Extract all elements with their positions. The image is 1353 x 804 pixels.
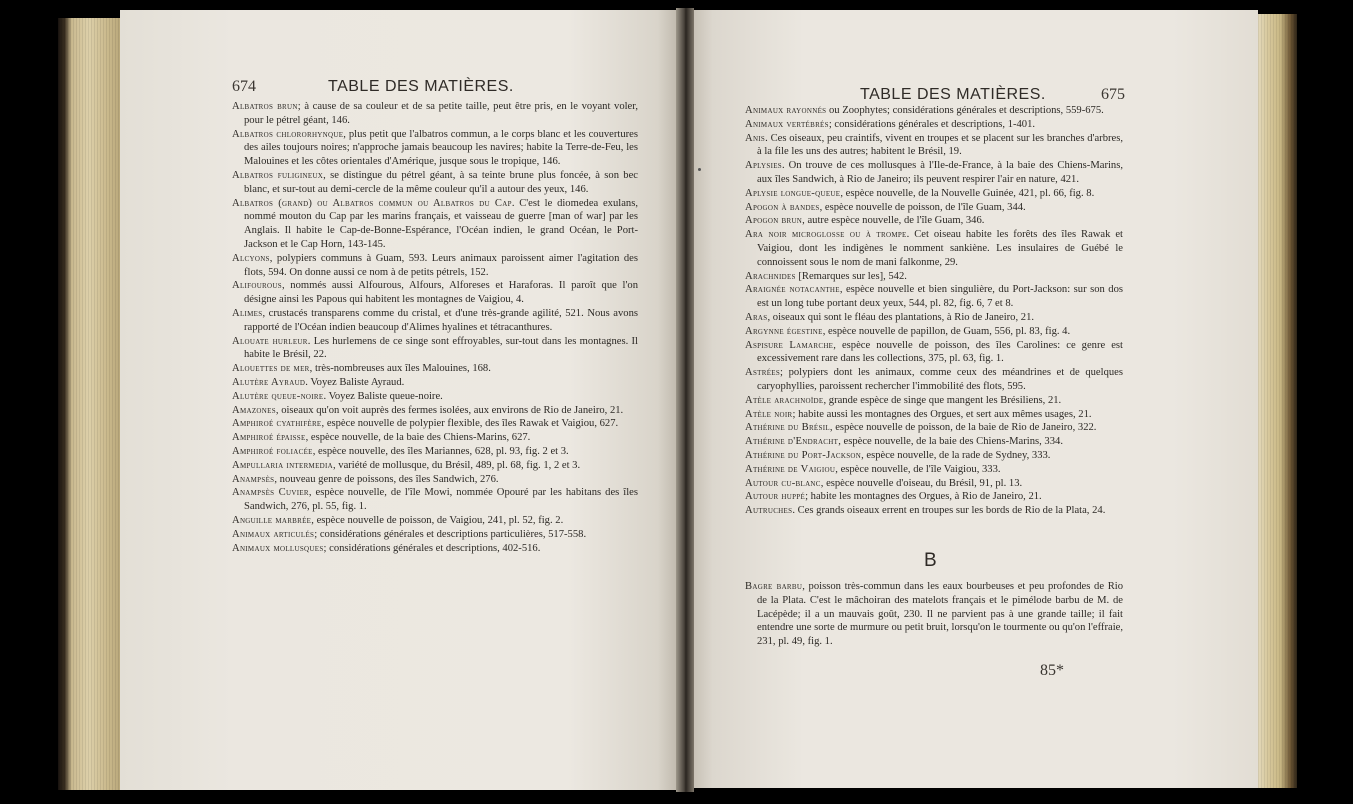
index-entry-text: , variété de mollusque, du Brésil, 489, pl. 68, fig. 1, 2 et 3. xyxy=(332,459,581,471)
left-running-head: TABLE DES MATIÈRES. xyxy=(328,78,514,95)
index-entry-head: Animaux mollusques xyxy=(232,542,324,554)
index-entry-text: ; habite aussi les montagnes des Orgues, et sert aux mêmes usages, 21. xyxy=(792,408,1092,420)
book-gutter xyxy=(676,8,694,792)
index-entry-text: , espèce nouvelle de papillon, de Guam, 556, pl. 83, fig. 4. xyxy=(822,325,1071,337)
index-entry-head: Albatros fuligineux xyxy=(232,169,324,181)
index-entry-text: . Cet oiseau habite les forêts des îles Rawak et Vaigiou, dont les indigènes le nomment sankiène. Les insulaires de Guébé le connoissent sous le nom de mani falkonme, 29. xyxy=(757,229,1123,268)
right-index-column xyxy=(745,104,1123,518)
index-entry-head: Alimes xyxy=(232,307,263,319)
index-entry xyxy=(745,132,1123,160)
index-entry xyxy=(745,435,1123,449)
index-entry xyxy=(232,404,638,418)
index-entry xyxy=(745,463,1123,477)
right-page-edges xyxy=(1255,14,1297,788)
index-entry xyxy=(745,228,1123,269)
index-entry-head: Animaux rayonnés xyxy=(745,105,827,116)
index-entry-head: Amphiroé cyathifère xyxy=(232,418,322,430)
index-entry-head: Aplysies xyxy=(745,160,782,172)
index-entry-head: Alutère Ayraud xyxy=(232,376,306,388)
index-entry-head: Arachnides xyxy=(745,270,796,282)
index-entry xyxy=(745,408,1123,422)
index-entry xyxy=(745,118,1123,132)
index-entry xyxy=(232,100,638,128)
index-entry-text: , autre espèce nouvelle, de l'île Guam, 346. xyxy=(802,215,985,227)
index-entry xyxy=(745,580,1123,649)
index-entry-text: , se distingue du pétrel géant, à sa teinte brune plus foncée, à son bec blanc, et sur-tout au demi-cercle de la même couleur qu'il a autour des yeux, 146. xyxy=(244,169,639,195)
index-entry-head: Aplysie longue-queue xyxy=(745,187,841,199)
index-entry-head: Athérine de Vaigiou xyxy=(745,463,836,475)
index-entry-text: , grande espèce de singe que mangent les Brésiliens, 21. xyxy=(823,394,1062,406)
index-entry xyxy=(232,445,638,459)
index-entry xyxy=(232,252,638,280)
index-entry-head: Albatros brun xyxy=(232,101,298,112)
index-entry xyxy=(745,490,1123,504)
index-entry-head: Alcyons xyxy=(232,252,270,264)
index-entry-text: . Voyez Baliste queue-noire. xyxy=(323,390,443,402)
index-entry-head: Athérine d'Endracht xyxy=(745,436,839,448)
index-entry xyxy=(745,270,1123,284)
index-entry xyxy=(745,201,1123,215)
index-entry-text: ; polypiers dont les animaux, comme ceux des méandrines et de quelques caryophyllies, paroissent rechercher l'immobilité des flots, 595. xyxy=(757,367,1123,392)
index-entry-text: , espèce nouvelle, de la rade de Sydney, 333. xyxy=(861,449,1051,461)
index-entry-text: . Ces oiseaux, peu craintifs, vivent en troupes et se placent sur les branches d'arbres, à la file les uns des autres; habitent le Brésil, 19. xyxy=(757,132,1123,158)
index-entry-head: Apogon brun xyxy=(745,215,803,227)
index-entry-text: , espèce nouvelle de poisson, des îles Carolines: ce genre est excessivement rare dans les collections, 375, pl. 63, fig. 1. xyxy=(757,339,1123,365)
left-index-column xyxy=(232,100,638,555)
index-entry-head: Anampsès xyxy=(232,473,275,485)
index-entry xyxy=(232,459,638,473)
index-entry-text: , espèce nouvelle, des îles Mariannes, 628, pl. 93, fig. 2 et 3. xyxy=(312,445,569,457)
index-entry-head: Argynne égestine xyxy=(745,325,823,337)
index-entry-text: ; à cause de sa couleur et de sa petite taille, peut être pris, en le voyant voler, pour le pétrel géant, 146. xyxy=(244,101,639,126)
index-entry xyxy=(232,279,638,307)
section-letter: B xyxy=(924,550,937,571)
index-entry-head: Albatros (grand) ou Albatros commun ou Albatros du Cap xyxy=(232,197,512,209)
index-entry-text: , espèce nouvelle, de l'île Vaigiou, 333. xyxy=(835,463,1001,475)
index-entry xyxy=(745,504,1123,518)
index-entry-text: , espèce nouvelle, de l'île Mowi, nommée Opouré par les habitans des îles Sandwich, 276, pl. 55, fig. 1. xyxy=(244,487,638,513)
index-entry-text: , nommés aussi Alfourous, Alfours, Alforeses et Haraforas. Il paroît que l'on désigne ainsi les Papous qui habitent les montagnes de Vaigiou, 4. xyxy=(244,280,638,306)
index-entry-text: , oiseaux qu'on voit auprès des fermes isolées, aux environs de Rio de Janeiro, 21. xyxy=(275,404,624,416)
index-entry-head: Alutère queue-noire xyxy=(232,390,324,402)
index-entry-text: ; considérations générales et descriptions, 402-516. xyxy=(323,542,541,554)
index-entry xyxy=(232,128,638,169)
index-entry-text: . Ces grands oiseaux errent en troupes sur les bords de Rio de la Plata, 24. xyxy=(792,505,1106,517)
index-entry xyxy=(745,214,1123,228)
page-speck xyxy=(698,168,701,171)
index-entry-head: Amphiroé foliacée xyxy=(232,445,313,457)
index-entry-text: [Remarques sur les], 542. xyxy=(795,270,907,282)
index-entry-head: Aspisure Lamarche xyxy=(745,339,834,351)
section-b-column xyxy=(745,580,1123,649)
index-entry-text: ; considérations générales et descriptions particulières, 517-558. xyxy=(314,528,587,540)
index-entry-head: Alouettes de mer xyxy=(232,363,310,375)
index-entry-text: , crustacés transparens comme du cristal, et d'une très-grande agilité, 521. Nous avons rapporté de l'Océan indien beaucoup d'Alimes hyalines et tétracanthures. xyxy=(244,307,638,333)
index-entry-head: Aras xyxy=(745,311,768,323)
index-entry-head: Apogon à bandes xyxy=(745,201,820,213)
right-running-head: TABLE DES MATIÈRES. xyxy=(860,86,1046,103)
index-entry xyxy=(745,325,1123,339)
index-entry-text: , oiseaux qui sont le fléau des plantations, à Rio de Janeiro, 21. xyxy=(767,311,1035,323)
index-entry-text: , plus petit que l'albatros commun, a le corps blanc et les couvertures des ailes toujours noires; n'approche jamais beaucoup les navires; habite la Terre-de-Feu, les Malouines et les côtes orientales d'Amérique, jusque sous le tropique, 146. xyxy=(244,128,638,168)
index-entry xyxy=(232,473,638,487)
index-entry-head: Amazones xyxy=(232,404,276,416)
index-entry xyxy=(745,366,1123,394)
index-entry-head: Alouate hurleur xyxy=(232,335,308,347)
index-entry xyxy=(232,335,638,363)
index-entry-head: Atèle noir xyxy=(745,408,793,420)
index-entry xyxy=(232,431,638,445)
index-entry-text: , espèce nouvelle, de la baie des Chiens-Marins, 627. xyxy=(305,432,531,444)
index-entry-text: . C'est le diomedea exulans, nommé mouton du Cap par les marins français, et vaisseau de guerre [man of war] par les Anglais. Il habite le Cap-de-Bonne-Espérance, l'Océan indien, le grand Océan, le Port-Jackson et le Cap Horn, 143-145. xyxy=(244,197,638,250)
index-entry-head: Ara noir microglosse ou à trompe xyxy=(745,229,907,241)
index-entry xyxy=(232,514,638,528)
index-entry-text: ; habite les montagnes des Orgues, à Rio de Janeiro, 21. xyxy=(805,491,1042,503)
index-entry xyxy=(745,283,1123,311)
index-entry-text: , très-nombreuses aux îles Malouines, 168. xyxy=(309,363,491,375)
index-entry-head: Ampullaria intermedia xyxy=(232,459,333,471)
index-entry-head: Anis xyxy=(745,132,766,144)
index-entry xyxy=(745,104,1123,118)
index-entry-text: , espèce nouvelle de poisson, de la baie de Rio de Janeiro, 322. xyxy=(829,422,1097,434)
index-entry xyxy=(232,542,638,556)
index-entry xyxy=(232,417,638,431)
index-entry-text: . Les hurlemens de ce singe sont effroyables, sur-tout dans les montagnes. Il habite le Brésil, 22. xyxy=(244,335,638,361)
index-entry-head: Animaux articulés xyxy=(232,528,315,540)
index-entry-head: Albatros chlororhynque xyxy=(232,128,344,140)
right-page-number: 675 xyxy=(1101,86,1125,103)
index-entry-text: ; considérations générales et descriptions, 1-401. xyxy=(828,118,1036,130)
signature-mark: 85* xyxy=(1040,662,1064,679)
index-entry xyxy=(232,307,638,335)
index-entry-head: Athérine du Brésil xyxy=(745,422,830,434)
index-entry-text: , espèce nouvelle de poisson, de l'île Guam, 344. xyxy=(819,201,1026,213)
left-page-edges xyxy=(58,18,126,790)
index-entry xyxy=(745,394,1123,408)
index-entry-head: Araignée notacanthe xyxy=(745,284,840,296)
index-entry xyxy=(745,311,1123,325)
index-entry-text: , espèce nouvelle, de la baie des Chiens-Marins, 334. xyxy=(838,436,1063,448)
index-entry-head: Autour cu-blanc xyxy=(745,477,821,489)
index-entry-text: , espèce nouvelle d'oiseau, du Brésil, 91, pl. 13. xyxy=(820,477,1023,489)
index-entry-head: Atèle arachnoïde xyxy=(745,394,824,406)
index-entry xyxy=(232,486,638,514)
index-entry-text: , espèce nouvelle, de la Nouvelle Guinée, 421, pl. 66, fig. 8. xyxy=(840,187,1095,199)
index-entry xyxy=(745,159,1123,187)
index-entry-head: Amphiroé épaisse xyxy=(232,432,306,444)
index-entry-head: Autruches xyxy=(745,505,793,517)
index-entry xyxy=(745,421,1123,435)
index-entry-text: , espèce nouvelle et bien singulière, du Port-Jackson: sur son dos est un long tube portant deux yeux, 544, pl. 82, fig. 6, 7 et 8. xyxy=(757,284,1123,310)
index-entry xyxy=(745,449,1123,463)
index-entry-head: Animaux vertébrés xyxy=(745,118,829,130)
index-entry-text: , poisson très-commun dans les eaux bourbeuses et peu profondes de Rio de la Plata. C'est le mâchoiran des matelots français et le pimélode barbu de M. de Lacépède; il a un mauvais goût, 230. Il ne parvient pas à une grande taille; il fait entendre une sorte de murmure ou petit bruit, lorsqu'on le tourmente ou qu'on l'effraie, 231, pl. 49, fig. 1. xyxy=(757,581,1124,648)
index-entry xyxy=(745,477,1123,491)
index-entry xyxy=(232,362,638,376)
index-entry-head: Autour huppé xyxy=(745,491,806,503)
index-entry-text: . Voyez Baliste Ayraud. xyxy=(305,376,405,388)
index-entry-text: , polypiers communs à Guam, 593. Leurs animaux paroissent aimer l'agitation des flots, 594. On donne aussi ce nom à de petits pétrels, 152. xyxy=(244,252,638,278)
index-entry-head: Alifourous xyxy=(232,280,282,292)
index-entry-text: , espèce nouvelle de polypier flexible, des îles Rawak et Vaigiou, 627. xyxy=(321,418,619,430)
left-page-number: 674 xyxy=(232,78,256,95)
index-entry xyxy=(232,197,638,252)
index-entry xyxy=(745,339,1123,367)
index-entry xyxy=(232,376,638,390)
index-entry-head: Bagre barbu xyxy=(745,581,803,592)
index-entry-text: , nouveau genre de poissons, des îles Sandwich, 276. xyxy=(274,473,499,485)
index-entry-head: Anguille marbrée xyxy=(232,514,312,526)
index-entry-head: Anampsès Cuvier xyxy=(232,487,309,499)
index-entry-text: ou Zoophytes; considérations générales et descriptions, 559-675. xyxy=(826,105,1104,116)
index-entry xyxy=(745,187,1123,201)
index-entry xyxy=(232,390,638,404)
index-entry-text: , espèce nouvelle de poisson, de Vaigiou, 241, pl. 52, fig. 2. xyxy=(311,514,564,526)
index-entry xyxy=(232,169,638,197)
index-entry xyxy=(232,528,638,542)
index-entry-text: . On trouve de ces mollusques à l'Ile-de-France, à la baie des Chiens-Marins, aux îles Sandwich, à Rio de Janeiro; ils peuvent respirer l'air en nature, 421. xyxy=(757,160,1123,185)
index-entry-head: Athérine du Port-Jackson xyxy=(745,449,862,461)
index-entry-head: Astrées xyxy=(745,367,781,379)
